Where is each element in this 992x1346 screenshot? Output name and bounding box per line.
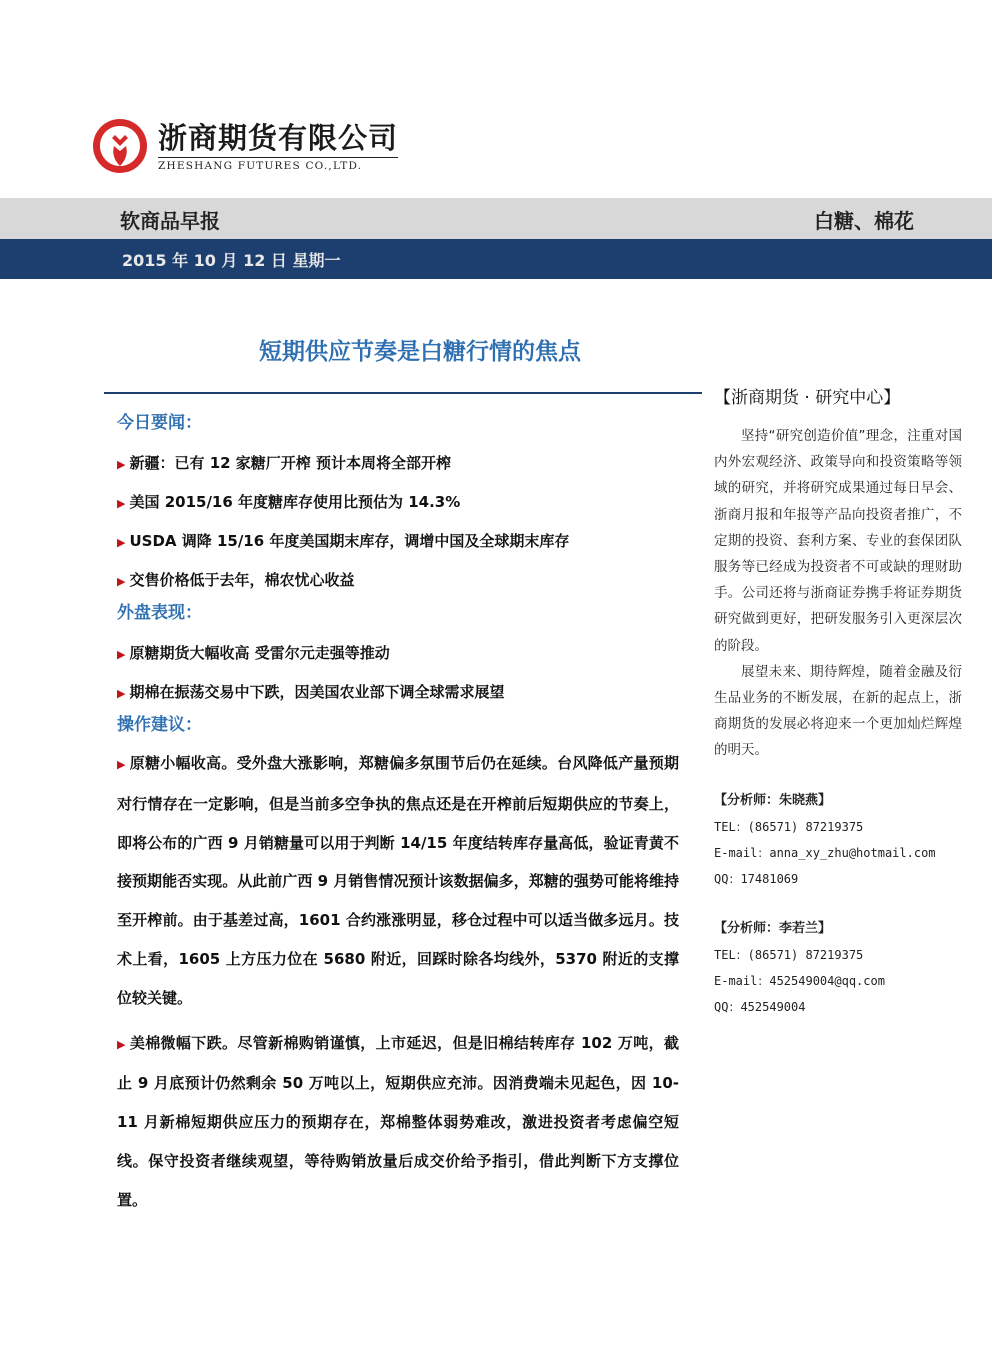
advice-heading: 操作建议： — [117, 715, 202, 735]
analyst-tel: TEL：(86571) 87219375 — [714, 819, 864, 834]
sidebar-heading: 【浙商期货 · 研究中心】 — [714, 388, 901, 408]
news-heading: 今日要闻： — [117, 413, 202, 433]
list-item: ▶ 期棉在振荡交易中下跌，因美国农业部下调全球需求展望 — [117, 683, 505, 701]
list-item: ▶ 原糖期货大幅收高 受雷尔元走强等推动 — [117, 644, 390, 662]
advice-paragraph-cotton: ▶ 美棉微幅下跌。尽管新棉购销谨慎，上市延迟，但是旧棉结转库存 102 万吨，截止 9 月底预计仍然剩余 50 万吨以上，短期供应充沛。因消费端未见起色，因 10-11 月新棉短期供应压力的预期存在，郑棉整体弱势难改，激进投资者考虑偏空短线。保守投资者继续观望，等待购销放量后成交价给予指引，借此判断下方支撑位置。 — [117, 1033, 679, 1209]
list-item: ▶ USDA 调降 15/16 年度美国期末库存，调增中国及全球期末库存 — [117, 532, 570, 550]
list-item: ▶ 新疆：已有 12 家糖厂开榨 预计本周将全部开榨 — [117, 454, 452, 472]
bullet-triangle-icon: ▶ — [117, 758, 126, 771]
report-type: 软商品早报 — [120, 209, 220, 233]
sidebar-paragraph: 坚持“研究创造价值”理念，注重对国内外宏观经济、政策导向和投资策略等领域的研究，并将研究成果通过每日早会、浙商月报和年报等产品向投资者推广，不定期的投资、套利方案、专业的套保团队服务等已经成为投资者不可或缺的理财助手。公司还将与浙商证券携手将证券期货研究做到更好，把研发服务引入更深层次的阶段。 — [714, 428, 962, 654]
bullet-triangle-icon: ▶ — [117, 687, 126, 700]
analyst-qq: QQ：17481069 — [714, 871, 799, 886]
commodities-label: 白糖、棉花 — [814, 209, 914, 233]
list-item: ▶ 交售价格低于去年，棉农忧心收益 — [117, 571, 355, 589]
external-heading: 外盘表现： — [117, 603, 202, 623]
main-content — [117, 410, 679, 1220]
analyst-name: 【分析师：李若兰】 — [714, 920, 832, 936]
bullet-triangle-icon: ▶ — [117, 575, 126, 588]
date-band — [0, 239, 992, 279]
report-header-band — [0, 198, 992, 239]
bullet-triangle-icon: ▶ — [117, 458, 126, 471]
bullet-triangle-icon: ▶ — [117, 1037, 126, 1051]
bullet-triangle-icon: ▶ — [117, 536, 126, 549]
company-name-cn: 浙商期货有限公司 — [158, 120, 399, 155]
company-logo — [92, 118, 398, 174]
sidebar — [714, 383, 962, 1020]
page-title: 短期供应节奏是白糖行情的焦点 — [259, 339, 581, 365]
title-divider — [104, 392, 702, 394]
list-item: ▶ 美国 2015/16 年度糖库存使用比预估为 14.3% — [117, 493, 461, 511]
analyst-tel: TEL：(86571) 87219375 — [714, 947, 864, 962]
analyst-qq: QQ：452549004 — [714, 999, 806, 1014]
report-date: 2015 年 10 月 12 日 星期一 — [122, 251, 341, 270]
bullet-triangle-icon: ▶ — [117, 648, 126, 661]
analyst-email[interactable]: E-mail：452549004@qq.com — [714, 973, 885, 988]
analyst-name: 【分析师：朱晓燕】 — [714, 792, 832, 808]
sidebar-paragraph: 展望未来、期待辉煌，随着金融及衍生品业务的不断发展，在新的起点上，浙商期货的发展必将迎来一个更加灿烂辉煌的明天。 — [714, 663, 962, 759]
analyst-card — [714, 788, 962, 892]
company-logo-icon — [92, 118, 148, 174]
analyst-card — [714, 916, 962, 1020]
analyst-email[interactable]: E-mail：anna_xy_zhu@hotmail.com — [714, 845, 936, 860]
bullet-triangle-icon: ▶ — [117, 497, 126, 510]
advice-paragraph-sugar: ▶ 原糖小幅收高。受外盘大涨影响，郑糖偏多氛围节后仍在延续。台风降低产量预期对行情存在一定影响，但是当前多空争执的焦点还是在开榨前后短期供应的节奏上，即将公布的广西 9 月销糖量可以用于判断 14/15 年度结转库存量高低，验证青黄不接预期能否实现。从此前广西 9 月销售情况预计该数据偏多，郑糖的强势可能将维持至开榨前。由于基差过高，1601 合约涨涨明显，移仓过程中可以适当做多远月。技术上看，1605 上方压力位在 5680 附近，回踩时除各均线外，5370 附近的支撑位较关键。 — [117, 754, 679, 1007]
company-name-en: ZHESHANG FUTURES CO.,LTD. — [158, 157, 398, 172]
